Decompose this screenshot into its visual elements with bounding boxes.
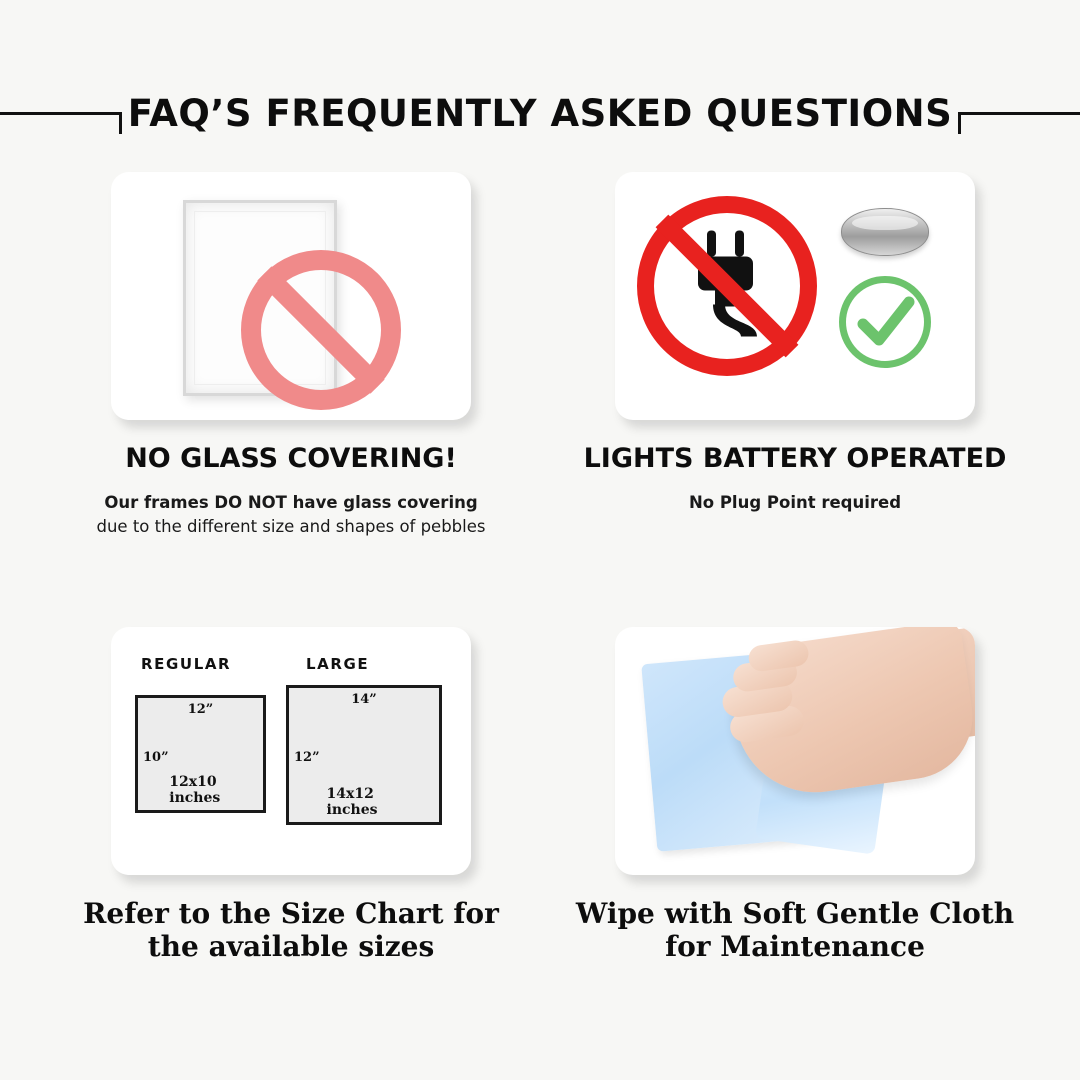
faq-description-bold: Our frames DO NOT have glass covering	[104, 493, 478, 512]
size-large-caption: 14x12 inches	[326, 786, 378, 818]
prohibition-sign-icon	[241, 250, 401, 410]
faq-item-wipe-maintenance	[570, 627, 1020, 963]
size-regular-width: 12”	[187, 702, 214, 717]
faq-title-wipe-maintenance: Wipe with Soft Gentle Cloth for Maintenance	[575, 897, 1015, 963]
size-large-width: 14”	[351, 692, 377, 707]
size-box-large	[286, 685, 442, 825]
faq-subtitle-lights-battery: No Plug Point required	[688, 493, 902, 512]
faq-item-size-chart	[66, 627, 516, 963]
size-label-regular: REGULAR	[141, 655, 232, 673]
no-plug-battery-card	[615, 172, 975, 420]
no-glass-frame-card	[111, 172, 471, 420]
faq-title-no-glass: NO GLASS COVERING!	[125, 443, 457, 474]
finger-4	[747, 639, 810, 673]
size-chart-card	[111, 627, 471, 875]
size-label-large: LARGE	[306, 655, 370, 673]
no-plug-icon	[637, 196, 817, 376]
page-title: FAQ’S FREQUENTLY ASKED QUESTIONS	[127, 92, 953, 135]
size-regular-caption: 12x10 inches	[169, 774, 221, 806]
size-regular-height: 10”	[143, 749, 169, 765]
check-mark-icon	[839, 276, 931, 368]
faq-title-size-chart: Refer to the Size Chart for the available sizes	[83, 897, 499, 963]
faq-title-lights-battery: LIGHTS BATTERY OPERATED	[583, 443, 1007, 474]
hand-wiping-cloth-card	[615, 627, 975, 875]
faq-description-no-glass	[66, 491, 516, 539]
faq-grid	[0, 172, 1080, 1032]
size-large-height: 12”	[294, 749, 320, 765]
coin-battery-icon	[841, 208, 929, 256]
size-box-regular	[135, 695, 266, 813]
faq-description-rest: due to the different size and shapes of pebbles	[96, 517, 486, 536]
faq-item-no-glass-covering	[66, 172, 516, 539]
page-header	[0, 0, 1080, 160]
faq-item-lights-battery	[570, 172, 1020, 515]
